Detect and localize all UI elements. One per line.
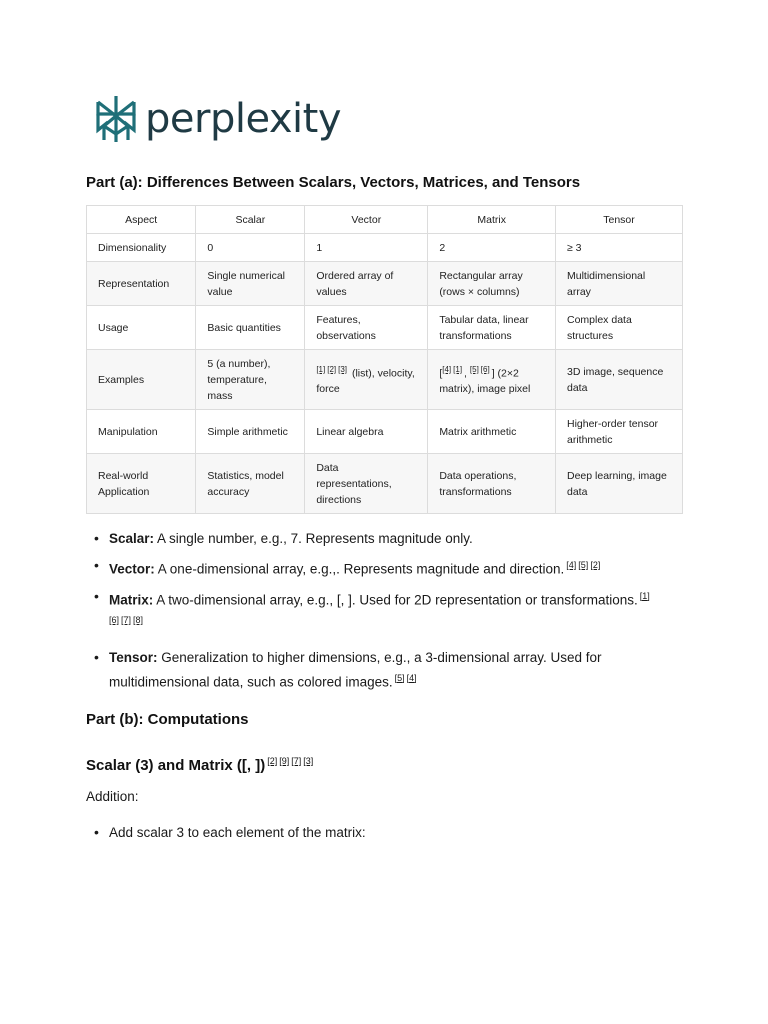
table-cell: Features, observations: [305, 306, 428, 350]
term: Tensor:: [109, 649, 158, 665]
citation-link[interactable]: [3]: [338, 364, 348, 374]
table-cell: Manipulation: [87, 410, 196, 454]
table-row: [87, 234, 683, 262]
definition-text: A single number, e.g., 7. Represents magnitude only.: [154, 531, 473, 546]
definitions-list: [86, 528, 686, 698]
citation-link[interactable]: [7]: [121, 615, 132, 625]
citation-link[interactable]: [1]: [453, 364, 463, 374]
table-cell: Statistics, model accuracy: [196, 454, 305, 514]
separator-text: ,: [464, 367, 467, 380]
citation-link[interactable]: [5]: [469, 364, 479, 374]
table-row: [87, 262, 683, 306]
brand-logo: [94, 94, 341, 144]
citation-link[interactable]: [6]: [480, 364, 490, 374]
term: Matrix:: [109, 592, 154, 607]
list-item: [86, 555, 686, 580]
column-header: Tensor: [556, 206, 683, 234]
citation-link[interactable]: [8]: [133, 615, 144, 625]
table-row: [87, 410, 683, 454]
table-cell: Rectangular array (rows × columns): [428, 262, 556, 306]
cell-text: (2×2 matrix), image pixel: [439, 367, 531, 396]
column-header: Vector: [305, 206, 428, 234]
table-row: [87, 306, 683, 350]
table-cell: Data operations, transformations: [428, 454, 556, 514]
column-header: Scalar: [196, 206, 305, 234]
table-row: [87, 350, 683, 410]
comparison-table: [86, 205, 683, 514]
table-cell: Dimensionality: [87, 234, 196, 262]
table-cell: Complex data structures: [556, 306, 683, 350]
part-b-heading: Part (b): Computations: [86, 711, 249, 728]
table-cell: 1: [305, 234, 428, 262]
table-cell: Examples: [87, 350, 196, 410]
citation-link[interactable]: [4]: [566, 560, 577, 570]
table-cell: Data representations, directions: [305, 454, 428, 514]
citation-link[interactable]: [1]: [316, 364, 326, 374]
table-cell: Higher-order tensor arithmetic: [556, 410, 683, 454]
table-cell: [305, 350, 428, 410]
citation-link[interactable]: [2]: [590, 560, 601, 570]
bracket-text: [: [439, 367, 443, 380]
bracket-text: ]: [491, 367, 495, 380]
table-row: [87, 454, 683, 514]
citation-link[interactable]: [4]: [406, 672, 417, 683]
brand-name: perplexity: [145, 96, 341, 142]
table-cell: Deep learning, image data: [556, 454, 683, 514]
table-cell: Ordered array of values: [305, 262, 428, 306]
citation-link[interactable]: [6]: [109, 615, 120, 625]
table-header-row: [87, 206, 683, 234]
table-cell: Basic quantities: [196, 306, 305, 350]
column-header: Matrix: [428, 206, 556, 234]
citation-link[interactable]: [2]: [267, 756, 278, 766]
addition-label: Addition:: [86, 789, 139, 804]
column-header: Aspect: [87, 206, 196, 234]
table-cell: Single numerical value: [196, 262, 305, 306]
citation-link[interactable]: [9]: [279, 756, 290, 766]
term: Vector:: [109, 561, 155, 577]
table-cell: 3D image, sequence data: [556, 350, 683, 410]
table-cell: [428, 350, 556, 410]
term: Scalar:: [109, 531, 155, 546]
table-cell: Simple arithmetic: [196, 410, 305, 454]
cell-text: (list), velocity, force: [316, 367, 415, 396]
table-cell: 2: [428, 234, 556, 262]
definition-text: A two-dimensional array, e.g., [, ]. Used for 2D representation or transformations.: [153, 592, 638, 607]
table-cell: ≥ 3: [556, 234, 683, 262]
table-cell: Real-world Application: [87, 454, 196, 514]
part-a-heading: Part (a): Differences Between Scalars, Vectors, Matrices, and Tensors: [86, 174, 581, 191]
table-cell: Multidimensional array: [556, 262, 683, 306]
table-cell: 0: [196, 234, 305, 262]
perplexity-logo-icon: [94, 94, 138, 144]
citation-link[interactable]: [5]: [394, 672, 405, 683]
table-cell: 5 (a number), temperature, mass: [196, 350, 305, 410]
table-cell: Usage: [87, 306, 196, 350]
list-item: [86, 586, 686, 635]
citation-link[interactable]: [5]: [578, 560, 589, 570]
subheading-text: Scalar (3) and Matrix ([, ]): [86, 757, 266, 774]
list-item: [86, 647, 686, 693]
table-cell: Matrix arithmetic: [428, 410, 556, 454]
citation-link[interactable]: [4]: [442, 364, 452, 374]
citation-link[interactable]: [7]: [291, 756, 302, 766]
definition-text: Generalization to higher dimensions, e.g., a 3-dimensional array. Used for multidimensional data, such as colored images.: [109, 649, 602, 689]
table-cell: Linear algebra: [305, 410, 428, 454]
list-item: • Add scalar 3 to each element of the matrix:: [86, 822, 686, 843]
computation-list: [86, 822, 686, 843]
list-item: [86, 528, 686, 549]
citation-link[interactable]: [1]: [639, 590, 650, 601]
citation-link[interactable]: [2]: [327, 364, 337, 374]
subheading: [86, 756, 313, 774]
table-cell: Representation: [87, 262, 196, 306]
definition-text: A one-dimensional array, e.g.,. Represents magnitude and direction.: [154, 561, 565, 577]
citation-link[interactable]: [3]: [303, 756, 314, 766]
table-cell: Tabular data, linear transformations: [428, 306, 556, 350]
